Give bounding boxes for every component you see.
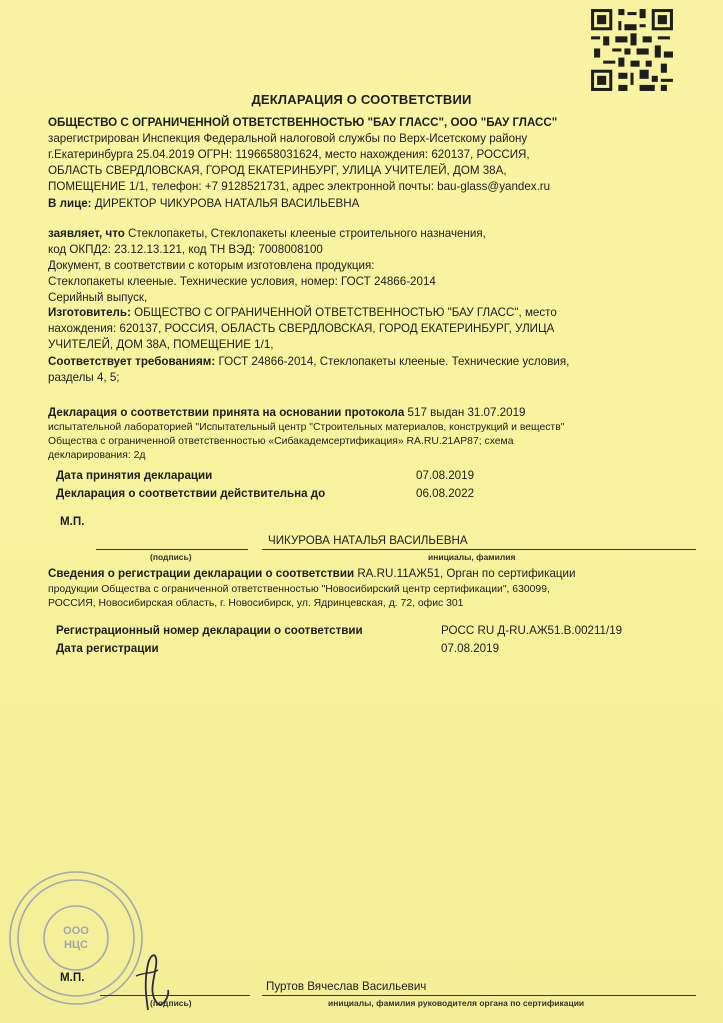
qr-code-icon	[588, 6, 676, 94]
caption-name-1: инициалы, фамилия	[428, 552, 516, 562]
manufacturer-name: ОБЩЕСТВО С ОГРАНИЧЕННОЙ ОТВЕТСТВЕННОСТЬЮ "БАУ ГЛАСС", место	[134, 306, 557, 319]
declares-line-1	[48, 226, 486, 242]
conforms-value: ГОСТ 24866-2014, Стеклопакеты клееные. Технические условия,	[218, 355, 570, 368]
caption-signature-2: (подпись)	[150, 998, 192, 1008]
person-value: ДИРЕКТОР ЧИКУРОВА НАТАЛЬЯ ВАСИЛЬЕВНА	[94, 197, 360, 210]
accepted-date-label: Дата принятия декларации	[56, 469, 213, 482]
manufacturer-line-3: УЧИТЕЛЕЙ, ДОМ 38А, ПОМЕЩЕНИЕ 1/1,	[48, 338, 274, 351]
valid-until-value: 06.08.2022	[416, 487, 475, 500]
conforms-line-1	[48, 354, 569, 370]
declares-line-2: код ОКПД2: 23.12.13.121, код ТН ВЭД: 7008008100	[48, 243, 323, 256]
caption-name-2: инициалы, фамилия руководителя органа по сертификации	[328, 998, 585, 1008]
applicant-line-4: ОБЛАСТЬ СВЕРДЛОВСКАЯ, ГОРОД ЕКАТЕРИНБУРГ, УЛИЦА УЧИТЕЛЕЙ, ДОМ 38А,	[48, 164, 507, 177]
registration-line-1	[48, 566, 575, 582]
manufacturer-line-1	[48, 305, 557, 321]
reg-date-label: Дата регистрации	[56, 642, 159, 655]
registration-line-3: РОССИЯ, Новосибирская область, г. Новосибирск, ул. Ядринцевская, д. 72, офис 301	[48, 598, 464, 609]
signatory-name-2: Пуртов Вячеслав Васильевич	[266, 980, 427, 993]
stamp-text-top: ООО	[63, 925, 89, 937]
manufacturer-line-2: нахождения: 620137, РОССИЯ, ОБЛАСТЬ СВЕРДЛОВСКАЯ, ГОРОД ЕКАТЕРИНБУРГ, УЛИЦА	[48, 322, 555, 335]
accepted-date-value: 07.08.2019	[416, 469, 475, 482]
basis-line-3: Общества с ограниченной ответственностью «Сибакадемсертификация» RA.RU.21АР87; схема	[48, 436, 514, 447]
declares-product: Стеклопакеты, Стеклопакеты клееные строительного назначения,	[128, 227, 486, 240]
signature-line-2	[100, 995, 250, 996]
declares-label: заявляет, что	[48, 227, 125, 240]
registration-body: RA.RU.11АЖ51, Орган по сертификации	[357, 567, 576, 580]
applicant-line-2: зарегистрирован Инспекция Федеральной налоговой службы по Верх-Исетскому району	[48, 132, 528, 145]
declares-line-5: Серийный выпуск,	[48, 291, 148, 304]
registration-label: Сведения о регистрации декларации о соответствии	[48, 567, 355, 580]
reg-number-value: РОСС RU Д-RU.АЖ51.В.00211/19	[441, 624, 623, 637]
person-label: В лице:	[48, 197, 92, 210]
applicant-person	[48, 196, 359, 212]
seal-place-2: М.П.	[60, 971, 85, 984]
reg-date-value: 07.08.2019	[441, 642, 500, 655]
signatory-name-1: ЧИКУРОВА НАТАЛЬЯ ВАСИЛЬЕВНА	[268, 534, 468, 547]
registration-line-2: продукции Общества с ограниченной ответственностью "Новосибирский центр сертификации", 630099,	[48, 584, 550, 595]
applicant-line-3: г.Екатеринбурга 25.04.2019 ОГРН: 1196658031624, место нахождения: 620137, РОССИЯ,	[48, 148, 530, 161]
conforms-line-2: разделы 4, 5;	[48, 371, 120, 384]
basis-label: Декларация о соответствии принята на основании протокола	[48, 406, 405, 419]
seal-place-1: М.П.	[60, 515, 85, 528]
basis-line-4: декларирования: 2д	[48, 450, 146, 461]
applicant-line-1: ОБЩЕСТВО С ОГРАНИЧЕННОЙ ОТВЕТСТВЕННОСТЬЮ "БАУ ГЛАСС", ООО "БАУ ГЛАСС"	[48, 116, 558, 129]
document-title: ДЕКЛАРАЦИЯ О СООТВЕТСТВИИ	[251, 92, 472, 107]
stamp-text-mid: НЦС	[64, 939, 88, 951]
manufacturer-label: Изготовитель:	[48, 306, 131, 319]
name-line-2	[262, 995, 696, 996]
reg-number-label: Регистрационный номер декларации о соответствии	[56, 624, 363, 637]
conforms-label: Соответствует требованиям:	[48, 355, 216, 368]
basis-protocol: 517 выдан 31.07.2019	[407, 406, 526, 419]
basis-line-1	[48, 405, 525, 421]
declares-line-3: Документ, в соответствии с которым изготовлена продукция:	[48, 259, 375, 272]
name-line-1	[262, 549, 696, 550]
valid-until-label: Декларация о соответствии действительна до	[56, 487, 326, 500]
declares-line-4: Стеклопакеты клееные. Технические условия, номер: ГОСТ 24866-2014	[48, 275, 436, 288]
basis-line-2: испытательной лабораторией "Испытательный центр "Строительных материалов, конструкций и веществ"	[48, 422, 565, 433]
signature-line-1	[96, 549, 248, 550]
applicant-line-5: ПОМЕЩЕНИЕ 1/1, телефон: +7 9128521731, адрес электронной почты: bau-glass@yandex.ru	[48, 180, 551, 193]
caption-signature-1: (подпись)	[150, 552, 192, 562]
